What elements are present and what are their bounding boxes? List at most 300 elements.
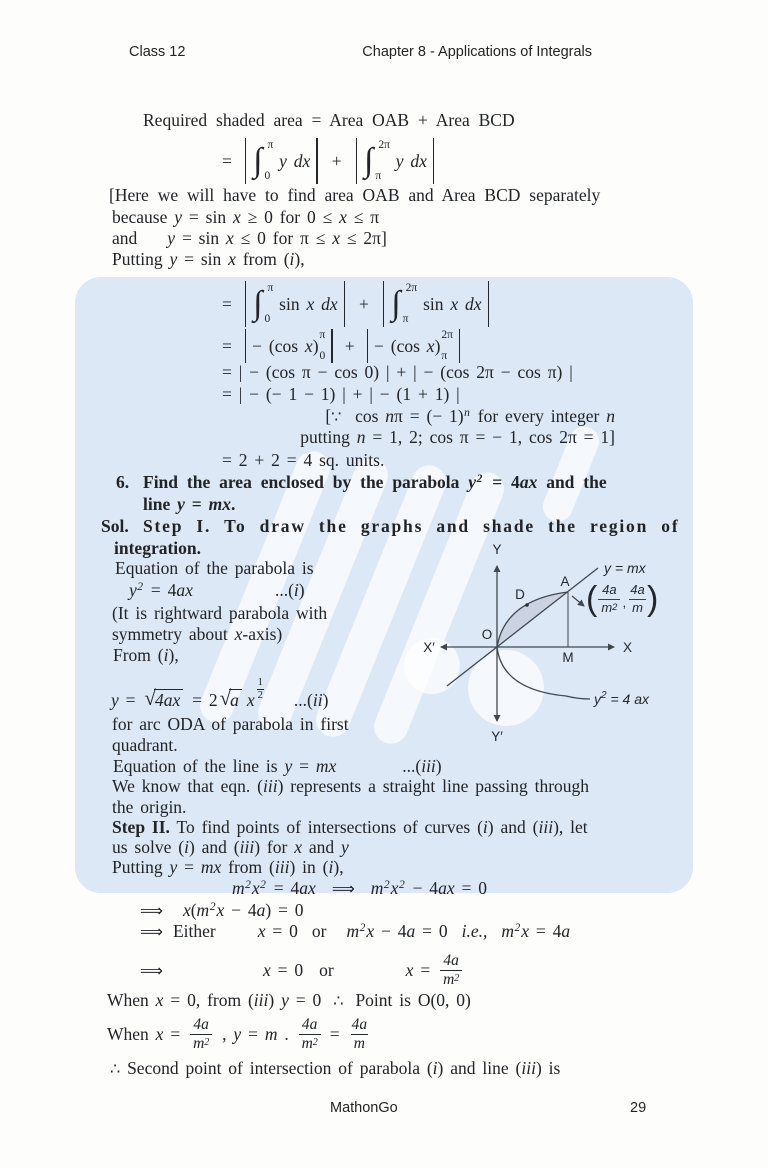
seg: + <box>344 335 355 356</box>
seg: x <box>232 207 241 227</box>
seg: − (cos <box>252 335 305 356</box>
seg: m <box>264 1023 278 1044</box>
seg: iii <box>253 990 269 1010</box>
seg: ⟹ <box>331 879 355 898</box>
question-text-1 <box>143 472 607 496</box>
seg: ...( <box>293 689 313 710</box>
seg: ax <box>438 878 455 898</box>
seg <box>245 329 246 363</box>
seg <box>219 686 242 711</box>
seg: ∴ <box>110 1059 121 1078</box>
label-curve-equation <box>593 690 650 707</box>
seg: = sin <box>175 228 226 248</box>
seg: ) <box>312 335 319 356</box>
line-arc-oda-1 <box>112 714 349 735</box>
seg: or <box>319 959 334 980</box>
seg: the origin. <box>112 797 187 817</box>
open-paren: ( <box>586 580 598 618</box>
seg: 2 <box>476 472 483 485</box>
seg: = 0 <box>265 921 298 941</box>
coord-y-fraction <box>629 582 646 616</box>
seg <box>383 281 384 327</box>
line-bracket-note-1 <box>109 185 600 206</box>
seg: ∫ <box>253 141 263 179</box>
seg: (It is rightward parabola with <box>112 603 328 623</box>
seg: x <box>155 990 164 1010</box>
eq-parabola-i <box>129 580 305 604</box>
seg: ) for <box>254 837 295 857</box>
seg: m2 <box>299 1034 321 1053</box>
seg: ), <box>168 645 179 665</box>
seg: 2 <box>312 1036 318 1048</box>
seg: y <box>174 207 183 227</box>
seg: a <box>406 921 416 941</box>
seg: i <box>328 857 334 877</box>
seg: = | − (− 1 − 1) | + | − (1 + 1) | <box>222 384 460 404</box>
seg: . <box>277 1023 296 1044</box>
seg: − 4 <box>405 878 439 898</box>
eq-abs-integrals-y <box>222 137 440 185</box>
seg <box>356 138 357 184</box>
seg: Putting <box>112 249 170 269</box>
seg: iii <box>239 837 255 857</box>
seg: ≤ 0 for π ≤ <box>233 228 333 248</box>
seg <box>363 139 390 182</box>
coord-y-den: m <box>629 599 646 616</box>
seg: = 4 <box>483 472 520 492</box>
parabola-lower-branch <box>497 647 590 699</box>
seg: i <box>289 249 295 269</box>
label-origin: O <box>481 627 493 642</box>
seg: π = (− 1) <box>394 406 464 426</box>
curve-label-base: y <box>594 691 601 707</box>
seg: π <box>267 139 274 151</box>
seg: i <box>163 645 169 665</box>
seg <box>488 281 489 327</box>
seg: sin <box>416 293 451 314</box>
seg <box>344 281 345 327</box>
label-point-a: A <box>560 574 570 589</box>
seg: ) <box>322 689 329 710</box>
seg: ) represents a straight line passing through <box>277 776 590 796</box>
seg <box>391 282 418 325</box>
seg: x <box>257 921 266 941</box>
eq-sqrt-ii <box>111 676 329 716</box>
seg: x <box>234 624 243 644</box>
seg: = <box>118 689 143 710</box>
seg: ≤ π <box>346 207 380 227</box>
eq-numeric <box>222 384 460 405</box>
seg: or <box>311 921 327 941</box>
seg: = <box>222 293 239 314</box>
seg: = <box>292 756 316 776</box>
seg: 2 <box>204 1036 210 1048</box>
seg: 2 <box>454 972 460 984</box>
seg: x <box>405 959 414 980</box>
seg: a <box>256 900 266 920</box>
seg: 0 <box>264 312 271 325</box>
seg: When <box>107 1023 156 1044</box>
seg: ⟹ <box>140 960 163 980</box>
seg: ax <box>299 878 316 898</box>
seg: cos <box>341 406 386 426</box>
seg: = <box>222 150 239 171</box>
step2-heading-1 <box>112 817 588 838</box>
seg <box>316 138 317 184</box>
line-arc-oda-2 <box>112 735 178 756</box>
seg: ) in ( <box>289 857 329 877</box>
seg: x <box>304 335 313 356</box>
seg: and <box>302 837 342 857</box>
seg: x <box>182 900 191 920</box>
seg: 2π <box>405 282 418 294</box>
seg: n <box>385 406 395 426</box>
seg: ⟹ <box>140 901 163 920</box>
line-putting-mx <box>112 857 344 878</box>
seg <box>433 138 434 184</box>
seg: − 4 <box>374 921 407 941</box>
seg: iii <box>262 776 278 796</box>
seg <box>401 282 418 325</box>
line-rightward-1 <box>112 603 327 624</box>
seg: ), let <box>553 817 588 837</box>
seg: Equation of the parabola is <box>115 558 314 578</box>
seg: − (cos <box>374 335 427 356</box>
step1-heading-2 <box>114 538 201 559</box>
seg: ), <box>333 857 344 877</box>
eq-when-x4a <box>107 1012 373 1056</box>
seg: x <box>332 228 340 248</box>
coords-comma: , <box>622 594 627 610</box>
curve-label-sup: 2 <box>601 690 607 701</box>
seg <box>257 677 264 701</box>
line-second-point <box>110 1058 560 1079</box>
seg: n <box>606 406 615 426</box>
seg: We know that eqn. ( <box>112 776 263 796</box>
seg: ...( <box>274 580 294 600</box>
note-putting-n <box>109 427 615 448</box>
seg: i <box>432 1058 438 1078</box>
seg: = 2 <box>185 689 218 710</box>
seg <box>349 1016 371 1053</box>
seg: from ( <box>221 857 275 877</box>
question-number: 6. <box>116 472 130 492</box>
seg: mx <box>315 756 337 776</box>
seg: 4ax <box>154 689 183 711</box>
coord-x-num: 4a <box>602 582 617 598</box>
curve-label-rest: = 4 ax <box>606 691 649 707</box>
seg: n <box>356 427 366 447</box>
seg: m <box>370 878 384 898</box>
eq-abs-integrals-sin <box>222 280 495 328</box>
line-we-know-1 <box>112 776 589 797</box>
seg: 0 <box>319 350 326 362</box>
seg: = sin <box>182 207 233 227</box>
seg: Putting <box>112 857 170 877</box>
seg: 4a <box>443 951 459 969</box>
seg <box>245 281 246 327</box>
seg: = <box>177 857 201 877</box>
seg: m <box>351 1034 368 1053</box>
seg: x <box>390 878 399 898</box>
label-x-prime: X′ <box>423 640 435 655</box>
seg: From ( <box>113 645 164 665</box>
seg <box>331 329 332 363</box>
seg: √ <box>219 686 232 710</box>
seg: i.e., <box>461 921 488 941</box>
seg: Step II. <box>112 817 170 837</box>
seg: ) is <box>535 1058 561 1078</box>
seg: y <box>129 580 137 600</box>
seg: symmetry about <box>112 624 235 644</box>
seg: 2 <box>398 878 405 891</box>
seg <box>367 329 368 363</box>
seg <box>299 1016 321 1053</box>
seg: 4a <box>351 1015 368 1033</box>
close-paren: ) <box>646 580 659 618</box>
seg: 4a <box>301 1015 318 1033</box>
seg: x <box>225 228 234 248</box>
seg: = 0 <box>454 878 487 898</box>
seg: 1 <box>257 676 263 688</box>
coord-x-den-sup: 2 <box>612 601 618 613</box>
sol-label: Sol. <box>101 516 129 536</box>
seg: -axis) <box>242 624 283 644</box>
seg: ∴ <box>333 991 344 1010</box>
seg <box>144 686 183 711</box>
seg: m2 <box>440 970 462 989</box>
seg: = 0, from ( <box>163 990 254 1010</box>
seg: for every integer <box>470 406 607 426</box>
seg: x <box>426 335 435 356</box>
seg: Step I. To draw the graphs and shade the region of <box>143 516 680 536</box>
seg: . <box>231 494 236 514</box>
step2-heading-2 <box>112 837 349 858</box>
label-y-axis: Y <box>492 542 502 557</box>
seg: = 0 <box>270 959 304 980</box>
seg: = <box>413 959 438 980</box>
point-d-dot <box>525 603 529 607</box>
seg: ∫ <box>363 141 374 179</box>
seg: x <box>521 921 530 941</box>
seg: us solve ( <box>112 837 185 857</box>
seg: ) <box>268 990 282 1010</box>
seg: 4a <box>193 1015 209 1033</box>
seg: π <box>319 328 326 341</box>
seg: ( <box>190 900 197 920</box>
seg: y <box>281 990 289 1010</box>
seg: mx <box>200 857 222 877</box>
seg <box>441 330 453 363</box>
seg: ax <box>176 580 193 600</box>
line-from-i <box>113 645 179 666</box>
seg: Find the area enclosed by the parabola <box>143 472 469 492</box>
seg: i <box>293 580 299 600</box>
seg: i <box>482 817 488 837</box>
seg: √ <box>144 686 156 710</box>
seg: m <box>501 921 515 941</box>
seg: y <box>167 228 176 248</box>
seg: = 1, 2; cos π = − 1, cos 2π = 1] <box>365 427 615 447</box>
seg: y dx <box>388 150 427 171</box>
coord-x-fraction <box>598 582 620 616</box>
seg <box>253 282 274 325</box>
seg: ∫ <box>253 284 263 322</box>
label-x-axis: X <box>623 640 633 655</box>
footer-page-number: 29 <box>630 1100 647 1116</box>
seg: = <box>184 494 209 514</box>
seg: ) <box>298 580 305 600</box>
eq-result <box>222 450 384 471</box>
header-chapter: Chapter 8 - Applications of Integrals <box>362 44 592 60</box>
seg: Second point of intersection of parabola ( <box>120 1058 433 1078</box>
seg: ii <box>312 689 323 710</box>
seg: Required shaded area = Area OAB + Area BCD <box>143 110 515 130</box>
line-eq-parabola <box>115 558 314 579</box>
seg: = 4 <box>529 921 562 941</box>
seg: y <box>284 756 293 776</box>
seg: mx <box>208 494 231 514</box>
eq-either <box>140 921 570 945</box>
seg: x <box>228 249 236 269</box>
seg: a <box>561 921 571 941</box>
seg: π <box>267 282 274 294</box>
seg <box>320 330 326 363</box>
seg: y <box>341 837 349 857</box>
seg: x <box>262 959 271 980</box>
seg: To find points of intersections of curves ( <box>169 817 483 837</box>
seg: = 4 <box>266 878 300 898</box>
seg: x <box>216 900 225 920</box>
seg: ) <box>434 335 441 356</box>
seg: iii <box>521 1058 536 1078</box>
seg: = <box>329 1023 340 1044</box>
coord-x-den <box>598 599 620 616</box>
seg: π <box>375 169 382 182</box>
seg: ) and line ( <box>437 1058 522 1078</box>
label-y-prime: Y′ <box>491 729 503 744</box>
seg: π <box>402 312 409 325</box>
seg: 2 <box>137 580 144 593</box>
coord-y-num: 4a <box>630 582 645 598</box>
seg: 2π <box>378 139 390 151</box>
seg: 2 <box>209 900 216 913</box>
seg: ≥ 0 for 0 ≤ <box>240 207 340 227</box>
line-putting-sin <box>112 249 305 270</box>
seg: ) = 0 <box>265 900 304 920</box>
eq-x-values <box>140 948 465 992</box>
line-when-x0 <box>107 990 471 1011</box>
seg: x dx <box>306 293 338 314</box>
seg: ) and ( <box>188 837 240 857</box>
seg: = sin <box>177 249 229 269</box>
seg <box>440 952 462 989</box>
seg: ≤ 2π] <box>340 228 387 248</box>
seg: = 4 <box>144 580 177 600</box>
seg: Equation of the line is <box>113 756 285 776</box>
seg <box>373 139 390 182</box>
coord-x-den-base: m <box>601 599 613 615</box>
seg: [Here we will have to find area OAB and Area BCD separately <box>109 185 601 205</box>
seg: + <box>359 293 369 314</box>
eq-cos-values <box>222 362 573 383</box>
line-eq-line-iii <box>113 756 442 777</box>
label-point-m: M <box>562 650 574 665</box>
seg: 2 <box>359 921 366 934</box>
seg: i <box>184 837 189 857</box>
seg: and <box>112 228 138 248</box>
seg: x <box>339 207 347 227</box>
seg: for arc ODA of parabola in first <box>112 714 349 734</box>
seg: π <box>441 350 448 362</box>
seg: ), <box>294 249 305 269</box>
seg: iii <box>274 857 290 877</box>
seg: , <box>215 1023 234 1044</box>
seg: y <box>169 857 178 877</box>
seg: + <box>331 150 342 171</box>
seg: iii <box>421 756 436 776</box>
seg: 2 <box>514 921 521 934</box>
seg: Either <box>172 921 216 941</box>
seg: ⟹ <box>140 922 163 941</box>
seg: m <box>196 900 210 920</box>
seg: [ <box>325 406 332 426</box>
seg: = <box>241 1023 265 1044</box>
seg: and the <box>537 472 607 492</box>
seg: y <box>111 689 119 710</box>
eq-cos-brackets <box>222 328 466 364</box>
seg: − 4 <box>224 900 257 920</box>
seg <box>262 282 274 325</box>
seg: y <box>468 472 477 492</box>
seg: 2 <box>383 878 390 891</box>
line-we-know-2 <box>112 797 186 818</box>
seg: m <box>346 921 360 941</box>
line-y-eq-mx <box>447 568 598 686</box>
seg: x <box>155 1023 164 1044</box>
label-line-equation: y = mx <box>604 560 646 576</box>
seg: y <box>177 494 185 514</box>
seg: putting <box>300 427 357 447</box>
seg: iii <box>538 817 554 837</box>
seg: because <box>112 207 175 227</box>
seg: 0 <box>264 169 271 182</box>
seg: ...( <box>402 756 422 776</box>
seg: ) and ( <box>487 817 539 837</box>
label-point-d: D <box>515 587 525 602</box>
figure-canvas <box>418 536 718 750</box>
seg: = 0 <box>415 921 448 941</box>
seg: n <box>464 406 470 419</box>
seg: ∫ <box>391 284 401 322</box>
seg: line <box>143 494 178 514</box>
seg <box>262 139 274 182</box>
seg: 2 <box>260 878 266 891</box>
line-rightward-2 <box>112 624 282 645</box>
line-because <box>112 207 379 228</box>
seg: sin <box>272 293 307 314</box>
seg: m <box>232 878 245 898</box>
footer-brand: MathonGo <box>330 1100 398 1116</box>
pointer-arrow-to-coords <box>572 596 584 606</box>
seg <box>190 1016 212 1053</box>
seg: = 2 + 2 = 4 sq. units. <box>222 450 385 470</box>
seg: from ( <box>235 249 290 269</box>
seg: m2 <box>190 1034 212 1053</box>
seg: quadrant. <box>112 735 178 755</box>
seg: x <box>246 689 255 710</box>
seg: Point is O(0, 0) <box>355 990 471 1010</box>
